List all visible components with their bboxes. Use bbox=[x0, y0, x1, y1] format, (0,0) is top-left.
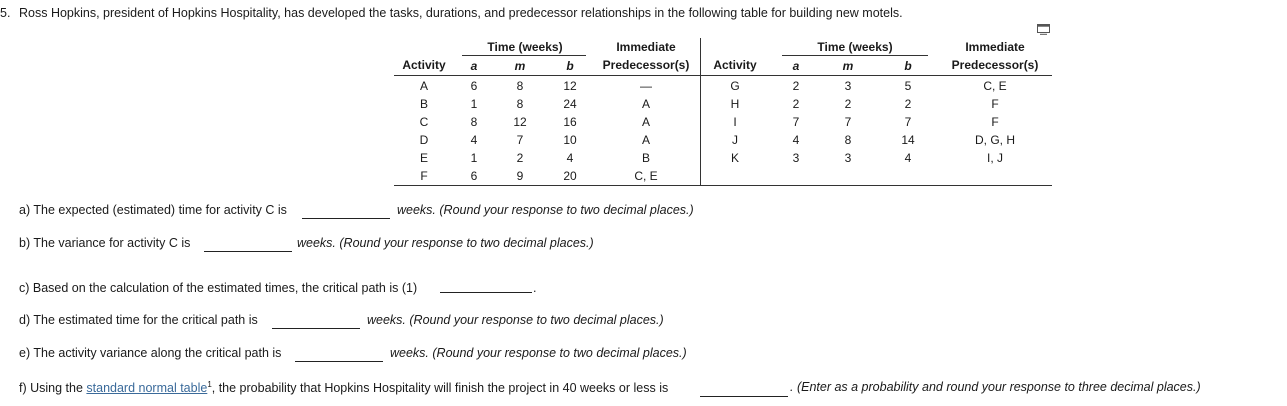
col-m-header-right: m bbox=[842, 59, 854, 73]
m-cell: 7 bbox=[516, 133, 524, 147]
activity-cell: I bbox=[733, 115, 737, 129]
question-f-line bbox=[19, 380, 668, 395]
activity-cell: A bbox=[419, 79, 428, 93]
answer-e-field[interactable] bbox=[295, 361, 383, 362]
question-c-suffix: . bbox=[533, 281, 537, 295]
pred-cell: F bbox=[991, 97, 999, 111]
m-cell: 12 bbox=[513, 115, 527, 129]
m-cell: 7 bbox=[844, 115, 852, 129]
answer-a-field[interactable] bbox=[302, 218, 390, 219]
m-cell: 3 bbox=[844, 151, 852, 165]
a-cell: 1 bbox=[470, 151, 478, 165]
a-cell: 1 bbox=[470, 97, 478, 111]
activity-cell: G bbox=[730, 79, 740, 93]
activity-cell: K bbox=[730, 151, 739, 165]
a-cell: 8 bbox=[470, 115, 478, 129]
b-cell: 16 bbox=[563, 115, 577, 129]
footnote-marker: 1 bbox=[207, 380, 212, 389]
pred-header-left-2: Predecessor(s) bbox=[602, 58, 690, 72]
answer-f-field[interactable] bbox=[700, 396, 788, 397]
m-cell: 9 bbox=[516, 169, 524, 183]
a-cell: 6 bbox=[470, 79, 478, 93]
b-cell: 4 bbox=[904, 151, 912, 165]
pred-cell: B bbox=[641, 151, 650, 165]
b-cell: 4 bbox=[566, 151, 574, 165]
col-b-header-left: b bbox=[566, 59, 574, 73]
standard-normal-table-link[interactable]: standard normal table bbox=[86, 381, 208, 396]
question-f-middle: , the probability that Hopkins Hospitality will finish the project in 40 weeks or less is bbox=[211, 381, 669, 396]
a-cell: 3 bbox=[792, 151, 800, 165]
activity-cell: H bbox=[730, 97, 740, 111]
activity-cell: C bbox=[419, 115, 429, 129]
pred-cell: D, G, H bbox=[974, 133, 1015, 147]
question-d-prefix: d) The estimated time for the critical path is bbox=[19, 313, 258, 327]
pred-header-left-1: Immediate bbox=[616, 40, 676, 54]
pred-header-right-1: Immediate bbox=[965, 40, 1025, 54]
activity-cell: J bbox=[732, 133, 738, 147]
time-weeks-header-left: Time (weeks) bbox=[487, 40, 563, 54]
question-f-prefix: f) Using the bbox=[19, 381, 83, 396]
activity-cell: E bbox=[419, 151, 428, 165]
col-a-header-right: a bbox=[792, 59, 800, 73]
problem-number: 5. bbox=[0, 6, 11, 20]
activity-header-right: Activity bbox=[713, 58, 757, 72]
a-cell: 7 bbox=[792, 115, 800, 129]
answer-d-field[interactable] bbox=[272, 328, 360, 329]
activity-cell: F bbox=[420, 169, 428, 183]
col-a-header-left: a bbox=[470, 59, 478, 73]
answer-b-field[interactable] bbox=[204, 251, 292, 252]
question-e-suffix: weeks. (Round your response to two decimal places.) bbox=[390, 346, 687, 360]
time-weeks-header-right: Time (weeks) bbox=[817, 40, 893, 54]
question-d-suffix: weeks. (Round your response to two decimal places.) bbox=[367, 313, 664, 327]
copy-table-icon[interactable] bbox=[1037, 24, 1050, 35]
m-cell: 8 bbox=[516, 79, 524, 93]
a-cell: 6 bbox=[470, 169, 478, 183]
m-cell: 8 bbox=[516, 97, 524, 111]
question-c-prefix: c) Based on the calculation of the estimated times, the critical path is (1) bbox=[19, 281, 418, 295]
pred-cell: F bbox=[991, 115, 999, 129]
b-cell: 5 bbox=[904, 79, 912, 93]
activity-header-left: Activity bbox=[402, 58, 446, 72]
question-f-suffix: . (Enter as a probability and round your response to three decimal places.) bbox=[790, 380, 1201, 394]
pred-header-right-2: Predecessor(s) bbox=[951, 58, 1039, 72]
a-cell: 4 bbox=[792, 133, 800, 147]
b-cell: 12 bbox=[563, 79, 577, 93]
question-e-prefix: e) The activity variance along the critical path is bbox=[19, 346, 282, 360]
question-b-suffix: weeks. (Round your response to two decimal places.) bbox=[297, 236, 594, 250]
a-cell: 2 bbox=[792, 79, 800, 93]
pred-cell: — bbox=[640, 79, 652, 93]
pred-cell: C, E bbox=[983, 79, 1007, 93]
a-cell: 4 bbox=[470, 133, 478, 147]
m-cell: 3 bbox=[844, 79, 852, 93]
m-cell: 2 bbox=[844, 97, 852, 111]
pred-cell: A bbox=[641, 115, 650, 129]
question-a-suffix: weeks. (Round your response to two decimal places.) bbox=[397, 203, 694, 217]
a-cell: 2 bbox=[792, 97, 800, 111]
b-cell: 7 bbox=[904, 115, 912, 129]
activity-cell: D bbox=[419, 133, 429, 147]
b-cell: 2 bbox=[904, 97, 912, 111]
b-cell: 24 bbox=[563, 97, 577, 111]
col-m-header-left: m bbox=[514, 59, 526, 73]
activity-cell: B bbox=[419, 97, 428, 111]
question-b-prefix: b) The variance for activity C is bbox=[19, 236, 191, 250]
b-cell: 14 bbox=[901, 133, 915, 147]
m-cell: 8 bbox=[844, 133, 852, 147]
critical-path-dropdown[interactable] bbox=[440, 292, 532, 293]
question-a-prefix: a) The expected (estimated) time for activity C is bbox=[19, 203, 287, 217]
pred-cell: A bbox=[641, 133, 650, 147]
b-cell: 10 bbox=[563, 133, 577, 147]
pred-cell: A bbox=[641, 97, 650, 111]
m-cell: 2 bbox=[516, 151, 524, 165]
problem-intro: Ross Hopkins, president of Hopkins Hospitality, has developed the tasks, durations, and predecessor relationships in the following table for building new motels. bbox=[19, 6, 903, 20]
b-cell: 20 bbox=[563, 169, 577, 183]
col-b-header-right: b bbox=[904, 59, 912, 73]
pred-cell: C, E bbox=[634, 169, 658, 183]
pred-cell: I, J bbox=[986, 151, 1003, 165]
